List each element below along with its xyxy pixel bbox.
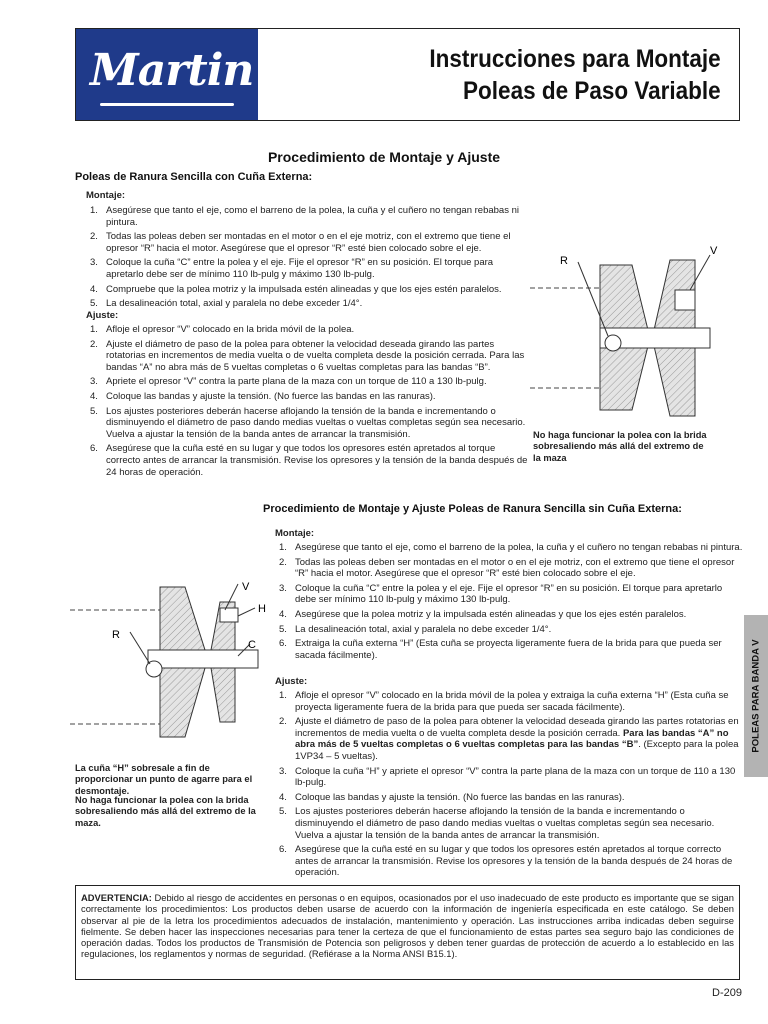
section1-montaje-label: Montaje:	[86, 190, 126, 201]
pulley-figure-1	[530, 240, 720, 425]
ajuste1-step-5: 5. Los ajustes posteriores deberán hacerse aflojando la tensión de la banda e incrementando o disminuyendo el diámetro de paso dando medias vueltas o vueltas completas según sea necesario. Vuelva a ajustar la tensión de la banda antes de arrancar la transmisión.	[90, 405, 526, 440]
ajuste1-step-2: 2. Ajuste el diámetro de paso de la polea para obtener la velocidad deseada girando las partes rotatorias en incrementos de media vuelta o de vuelta completa desde la posición cerrada. Para las bandas “A” no abra más de 5 vueltas completas o 6 vueltas completas para las bandas “B”.	[90, 338, 525, 373]
figure2-label-c: C	[248, 639, 256, 651]
montaje2-step-6: 6. Extraiga la cuña externa “H” (Esta cuña se proyecta ligeramente fuera de la brida para que pueda ser sacada fácilmente).	[279, 638, 722, 661]
ajuste2-step-5: 5. Los ajustes posteriores deberán hacerse aflojando la tensión de la banda e incrementando o disminuyendo el diámetro de paso dando medias vueltas o vueltas completas según sea necesario. Vuelva a ajustar la tensión de la banda antes de arrancar la transmisión.	[279, 806, 715, 841]
header-box	[75, 28, 740, 121]
montaje2-step-3: 3. Coloque la cuña “C” entre la polea y el eje. Fije el opresor “R” en su posición. El torque para apretarlo debe ser mínimo 110 lb-pulg y máximo 130 lb-pulg.	[279, 582, 723, 606]
montaje2-step-5: 5. La desalineación total, axial y paralela no debe exceder 1/4°.	[279, 623, 552, 635]
montaje1-step-4: 4. Compruebe que la polea motriz y la impulsada estén alineadas y que los ejes estén paralelos.	[90, 283, 502, 295]
montaje1-step-2: 2. Todas las poleas deben ser montadas en el motor o en el eje motriz, con el extremo que tiene el opresor “R” hacia el motor. Asegúrese que el opresor “R” esté bien colocado sobre el eje.	[90, 231, 511, 254]
figure2-caption-2: No haga funcionar la polea con la brida sobresaliendo más allá del extremo de la maza.	[75, 795, 256, 828]
page-number: D-209	[712, 987, 742, 999]
warning-box	[75, 885, 740, 980]
section1-heading: Procedimiento de Montaje y Ajuste	[267, 149, 501, 165]
figure1-caption: No haga funcionar la polea con la brida sobresaliendo más allá del extremo de la maza	[533, 430, 707, 463]
section2-ajuste-label: Ajuste:	[275, 676, 308, 687]
section2-montaje-label: Montaje:	[275, 528, 315, 539]
ajuste2-step-6: 6. Asegúrese que la cuña esté en su lugar y que todos los opresores estén apretados al torque correcto antes de arrancar la transmisión. Revise los opresores y la tensión de la banda después de 24 horas de operación.	[279, 844, 733, 879]
figure2-label-r: R	[112, 629, 120, 641]
montaje2-step-1: 1. Asegúrese que tanto el eje, como el barreno de la polea, la cuña y el cuñero no tengan rebabas ni pintura.	[279, 542, 743, 553]
title-line-1: Instrucciones para Montaje	[429, 45, 721, 73]
figure2-label-v: V	[242, 581, 250, 593]
section2-montaje-list	[275, 542, 745, 664]
section1-subheading: Poleas de Ranura Sencilla con Cuña Externa:	[75, 171, 313, 183]
warning-text: Debido al riesgo de accidentes en personas o en equipos, ocasionados por el uso inadecuado de este producto es importante que se sigan correctamente los procedimientos: Los productos deben usarse de acuerdo con la información de ingeniería especificada en este catálogo. Se deben observar al pie de la letra los procedimientos adecuados de instalación, mantenimiento y operación. Las instrucciones arriba indicadas deben seguirse fielmente. Se deben hacer las inspecciones necesarias para tener la certeza de que el funcionamiento de estas partes sea seguro bajo las condiciones de operación dadas. Todos los productos de Transmisión de Potencia son peligrosos y deben tener guardas de protección de acuerdo a lo establecido en las regulaciones, los reglamentos y normas de seguridad. (Refiérase a la Norma ANSI B15.1).	[81, 892, 734, 960]
figure2-caption-1: La cuña “H” sobresale a fin de proporcionar un punto de agarre para el desmontaje.	[75, 763, 253, 796]
ajuste1-step-6: 6. Asegúrese que la cuña esté en su lugar y que todos los opresores estén apretados al torque correcto antes de arrancar la transmisión. Revise los opresores y la tensión de la banda después de 24 horas de operación.	[90, 443, 528, 478]
montaje1-step-5: 5. La desalineación total, axial y paralela no debe exceder 1/4°.	[90, 298, 363, 310]
title-line-2: Poleas de Paso Variable	[463, 77, 721, 105]
figure2-label-h: H	[258, 603, 266, 615]
ajuste1-step-3: 3. Apriete el opresor “V” contra la parte plana de la maza con un torque de 110 a 130 lb-pulg.	[90, 376, 487, 388]
warning-label: ADVERTENCIA:	[81, 892, 152, 903]
section1-ajuste-label: Ajuste:	[86, 310, 119, 321]
figure1-label-v: V	[710, 245, 718, 257]
montaje1-step-1: 1. Asegúrese que tanto el eje, como el barreno de la polea, la cuña y el cuñero no tengan rebabas ni pintura.	[90, 205, 520, 228]
page-title	[430, 43, 721, 107]
ajuste2-step-2: 2. Ajuste el diámetro de paso de la polea para obtener la velocidad deseada girando las partes rotatorias en incrementos de media vuelta o de vuelta completa desde la posición cerrada. Para las bandas “A” no abra más de 5 vueltas completas o 6 vueltas completas para las bandas “B”. (Excepto para la polea 1VP34 – 5 vueltas).	[279, 716, 739, 762]
section2-heading: Procedimiento de Montaje y Ajuste Poleas de Ranura Sencilla sin Cuña Externa:	[263, 503, 682, 515]
side-tab-label: POLEAS PARA BANDA V	[750, 639, 762, 753]
ajuste2-step-4: 4. Coloque las bandas y ajuste la tensión. (No fuerce las bandas en las ranuras).	[279, 791, 625, 803]
montaje1-step-3: 3. Coloque la cuña “C” entre la polea y el eje. Fije el opresor “R” en su posición. El torque para apretarlo debe ser de mínimo 110 lb-pulg y máximo 130 lb-pulg.	[90, 257, 494, 280]
logo-text: Martin	[90, 45, 254, 96]
side-tab	[744, 615, 768, 777]
ajuste2-step-3: 3. Coloque la cuña “H” y apriete el opresor “V” contra la parte plana de la maza con un torque de 110 a 130 lb-pulg.	[279, 765, 736, 789]
pulley-figure-2	[70, 572, 270, 757]
ajuste1-step-4: 4. Coloque las bandas y ajuste la tensión. (No fuerce las bandas en las ranuras).	[90, 390, 436, 402]
montaje2-step-2: 2. Todas las poleas deben ser montadas en el motor o en el eje motriz, con el extremo que tiene el opresor “R” hacia el motor. Asegúrese que el opresor “R” esté bien colocado sobre el eje.	[279, 556, 735, 580]
figure1-label-r: R	[560, 255, 568, 267]
ajuste1-step-1: 1. Afloje el opresor “V” colocado en la brida móvil de la polea.	[90, 324, 355, 335]
montaje2-step-4: 4. Asegúrese que la polea motriz y la impulsada estén alineadas y que los ejes estén paralelos.	[279, 608, 687, 620]
section1-montaje-list	[86, 205, 531, 313]
martin-logo	[76, 29, 258, 120]
section2-ajuste-list	[275, 690, 745, 882]
ajuste2-step-1: 1. Afloje el opresor “V” colocado en la brida móvil de la polea y extraiga la cuña externa “H” (Esta cuña se proyecta ligeramente fuera de la brida para que pueda ser sacada fácilmente).	[279, 690, 729, 713]
section1-ajuste-list	[86, 324, 531, 481]
logo-underline	[100, 103, 234, 106]
